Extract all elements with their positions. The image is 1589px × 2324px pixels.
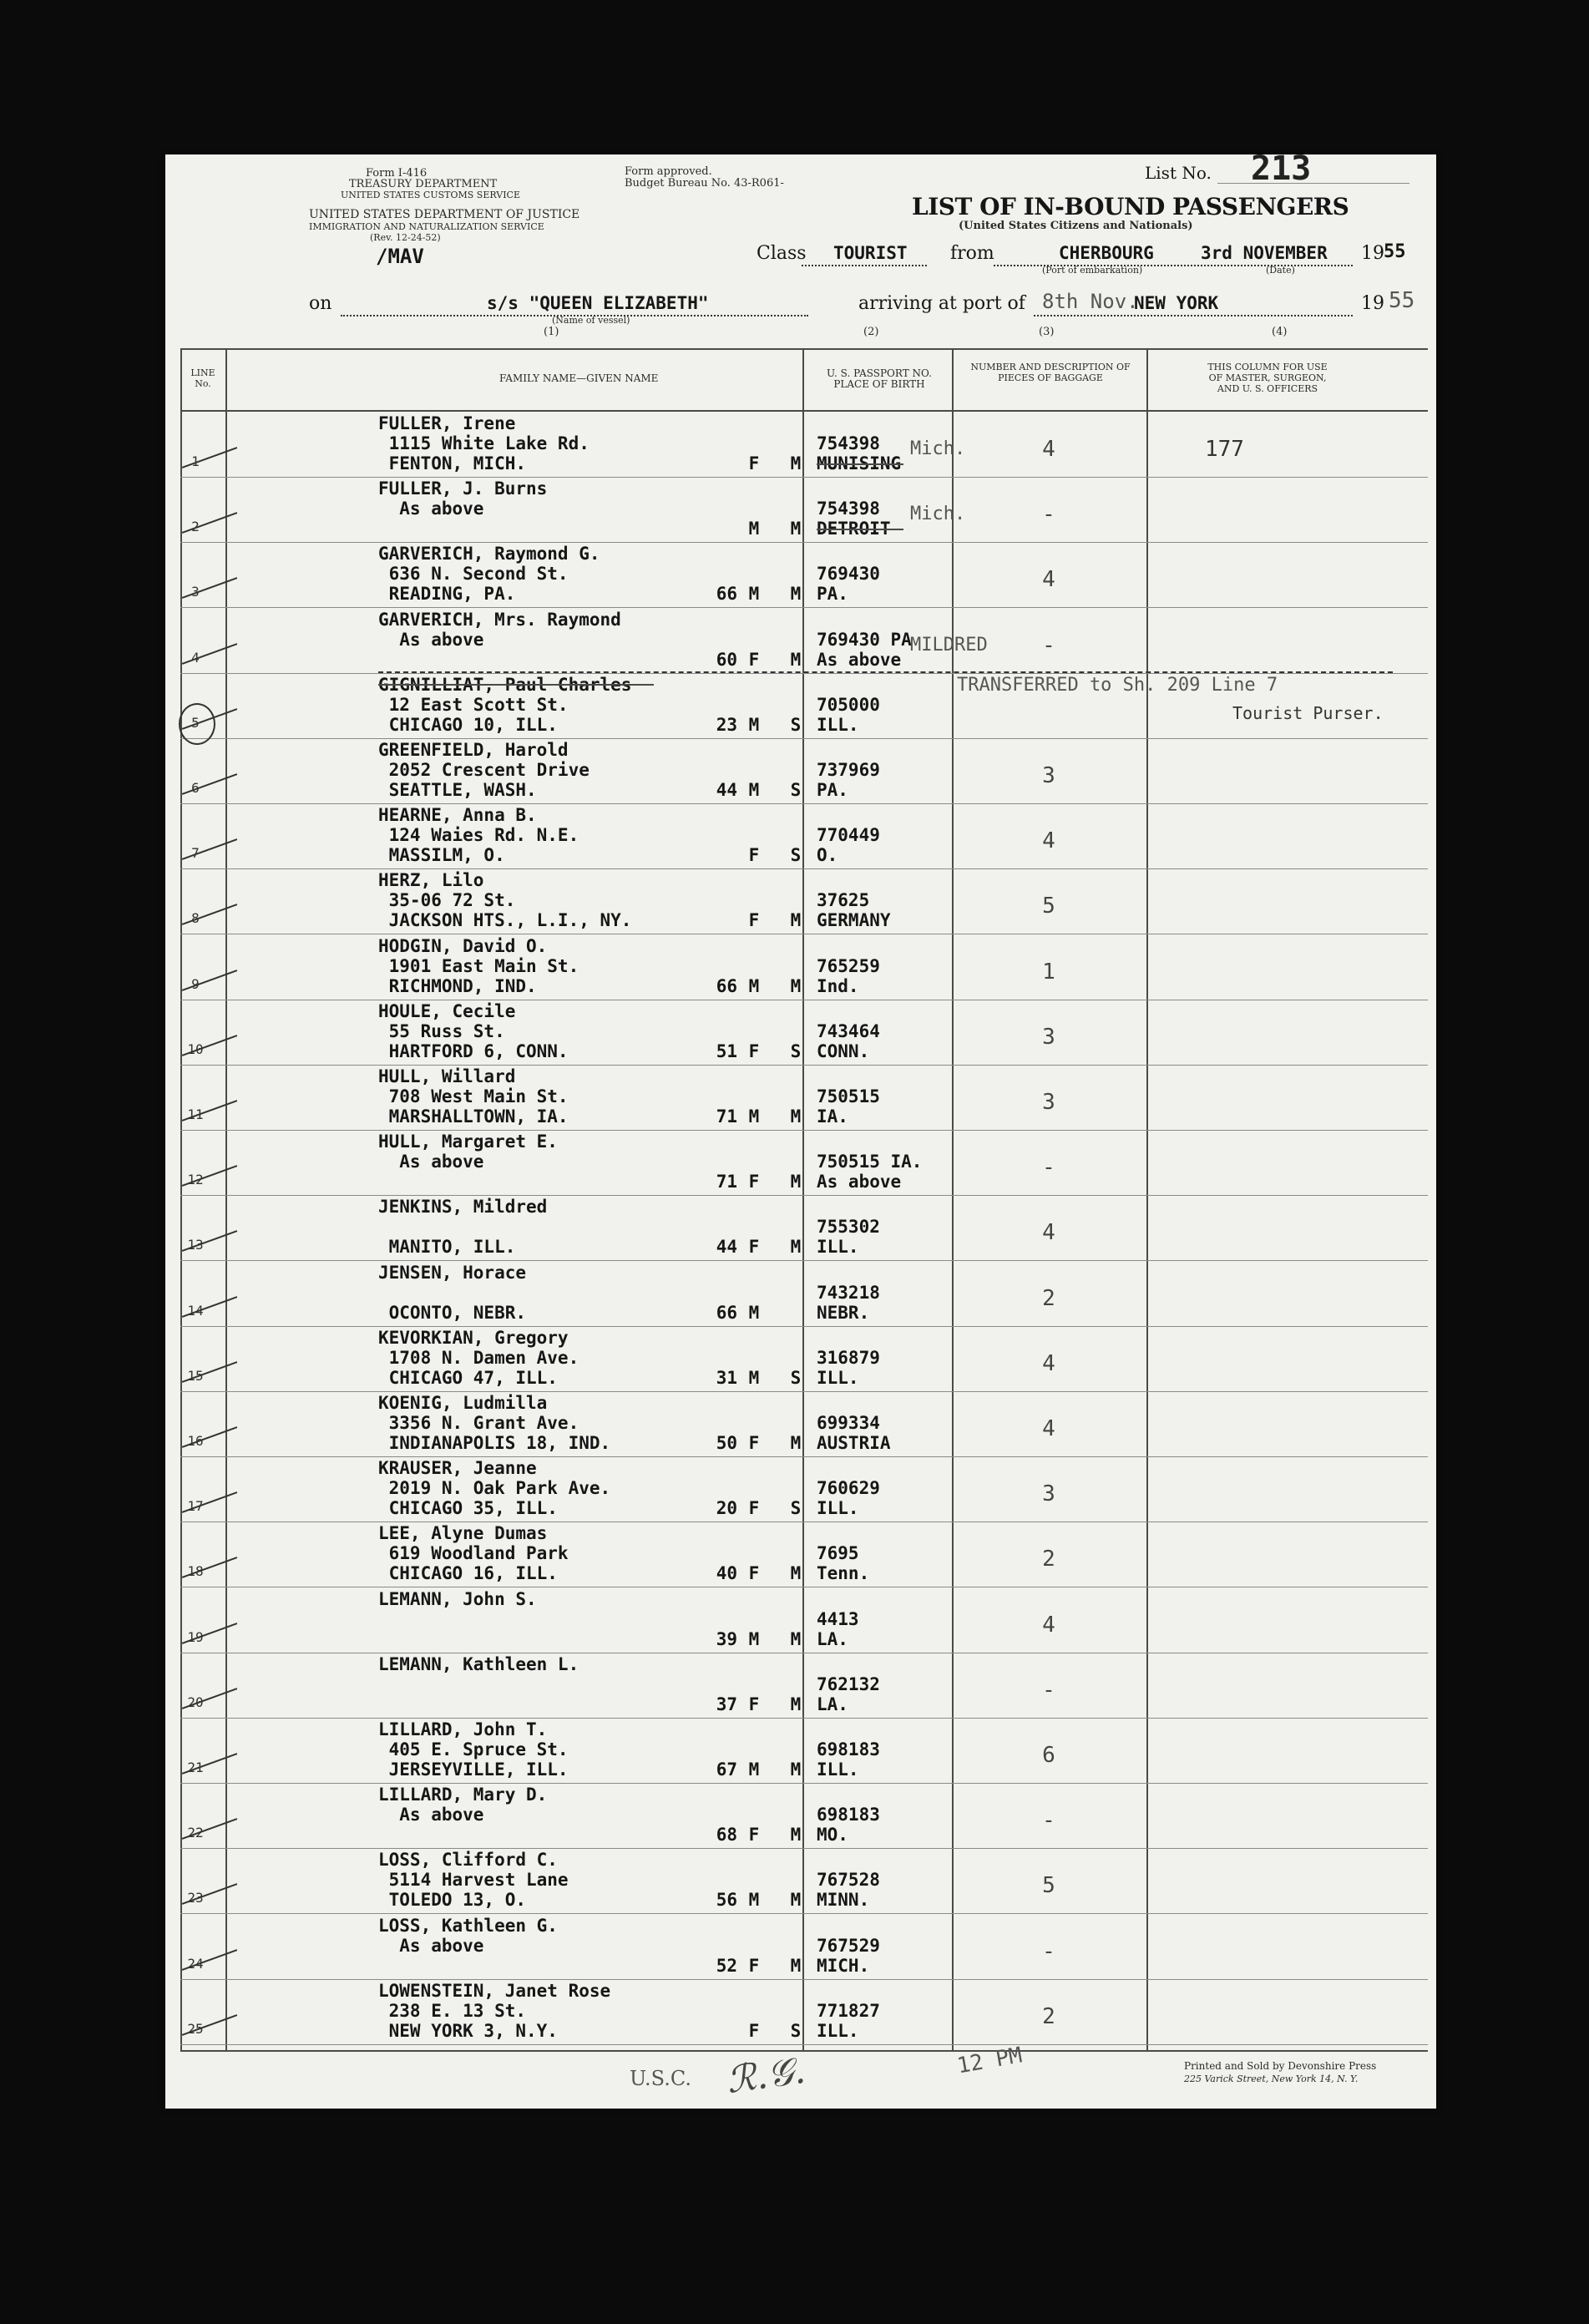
arrival-date: 8th Nov. — [1042, 290, 1139, 313]
usc-mark: U.S.C. — [630, 2067, 692, 2090]
baggage-count: 4 — [1042, 1613, 1055, 1638]
table-row — [165, 1587, 1436, 1653]
sex: F — [748, 1172, 760, 1192]
age: 37 — [716, 1694, 737, 1714]
passport-birthplace: 699334 AUSTRIA — [817, 1413, 891, 1453]
passport-birthplace: 37625 GERMANY — [817, 890, 891, 930]
passport-birthplace: 767529 MICH. — [817, 1936, 880, 1976]
marital-status: S — [790, 1498, 802, 1518]
col-num-2: (2) — [863, 326, 879, 338]
sex: F — [748, 1825, 760, 1845]
baggage-count: 2 — [1042, 2004, 1055, 2029]
col-baggage: NUMBER AND DESCRIPTION OF PIECES OF BAGGAGE — [970, 362, 1131, 383]
passport-birthplace: 760629 ILL. — [817, 1478, 880, 1518]
justice-dept: UNITED STATES DEPARTMENT OF JUSTICE — [309, 208, 580, 221]
col-num-4: (4) — [1272, 326, 1288, 338]
list-no-label: List No. — [1145, 163, 1212, 183]
passport-birthplace: 762132 LA. — [817, 1674, 880, 1714]
baggage-count: 4 — [1042, 437, 1055, 462]
sex: M — [748, 1759, 760, 1780]
col-name: FAMILY NAME—GIVEN NAME — [499, 372, 659, 384]
printer-address: 225 Varick Street, New York 14, N. Y. — [1184, 2073, 1359, 2084]
rev-date: (Rev. 12-24-52) — [370, 232, 441, 243]
sex: M — [748, 1368, 760, 1388]
sex: M — [748, 1303, 760, 1323]
baggage-count: 3 — [1042, 1090, 1055, 1115]
passport-birthplace: 737969 PA. — [817, 760, 880, 800]
line-number: 24 — [187, 1956, 204, 1972]
age: 51 — [716, 1041, 737, 1061]
passenger-name-address: HOULE, Cecile 55 Russ St. HARTFORD 6, CONN. — [378, 1001, 569, 1061]
line-number: 12 — [187, 1172, 204, 1187]
table-row — [165, 1848, 1436, 1913]
list-no-value: 213 — [1251, 149, 1312, 188]
form-number: Form I-416 — [366, 167, 428, 180]
age: 66 — [716, 584, 737, 604]
baggage-count: - — [1042, 1155, 1055, 1180]
age: 50 — [716, 1433, 737, 1453]
passenger-name-address: GREENFIELD, Harold 2052 Crescent Drive SEATTLE, WASH. — [378, 740, 590, 800]
passenger-name-address: KRAUSER, Jeanne 2019 N. Oak Park Ave. CHICAGO 35, ILL. — [378, 1458, 611, 1518]
sex: M — [748, 780, 760, 800]
sex: F — [748, 453, 760, 473]
table-row — [165, 1130, 1436, 1195]
passenger-name-address: GARVERICH, Mrs. Raymond As above — [378, 610, 621, 650]
passenger-name-address: LEE, Alyne Dumas 619 Woodland Park CHICAGO 16, ILL. — [378, 1523, 569, 1583]
marital-status: S — [790, 715, 802, 735]
line-number: 16 — [187, 1433, 204, 1449]
sex: M — [748, 976, 760, 996]
baggage-count: 2 — [1042, 1286, 1055, 1311]
passenger-name-address: LOWENSTEIN, Janet Rose 238 E. 13 St. NEW YORK 3, N.Y. — [378, 1981, 611, 2041]
table-row — [165, 1195, 1436, 1260]
passport-birthplace: 765259 Ind. — [817, 956, 880, 996]
passport-birthplace: 705000 ILL. — [817, 695, 880, 735]
line-number: 9 — [191, 976, 200, 992]
passport-birthplace: 770449 O. — [817, 825, 880, 865]
passenger-name-address: JENKINS, Mildred MANITO, ILL. — [378, 1197, 548, 1257]
age: 71 — [716, 1172, 737, 1192]
baggage-count: 4 — [1042, 828, 1055, 853]
sex: F — [748, 1041, 760, 1061]
baggage-count: - — [1042, 502, 1055, 527]
table-row — [165, 1521, 1436, 1587]
time-note: 12 PM — [954, 2043, 1025, 2079]
marital-status: M — [790, 1694, 802, 1714]
birthplace-strikethrough — [817, 463, 903, 465]
baggage-count: - — [1042, 1939, 1055, 1964]
arrival-year: 55 — [1389, 288, 1415, 313]
marital-status: M — [790, 650, 802, 670]
line-number: 3 — [191, 584, 200, 600]
customs-service: UNITED STATES CUSTOMS SERVICE — [341, 190, 520, 200]
table-row — [165, 1326, 1436, 1391]
sex: F — [748, 1237, 760, 1257]
marital-status: M — [790, 1629, 802, 1649]
manifest-page — [165, 149, 1436, 2109]
marital-status: S — [790, 1368, 802, 1388]
line-number: 23 — [187, 1890, 204, 1906]
passport-birthplace: 750515 IA. As above — [817, 1152, 923, 1192]
initials: /MAV — [376, 245, 424, 268]
transfer-dashed-rule — [378, 671, 1393, 673]
birthplace-strikethrough — [817, 529, 903, 530]
age: 40 — [716, 1563, 737, 1583]
marital-status: S — [790, 2021, 802, 2041]
sex: M — [748, 1629, 760, 1649]
vessel-name: s/s "QUEEN ELIZABETH" — [487, 293, 709, 313]
passenger-name-address: LILLARD, John T. 405 E. Spruce St. JERSEYVILLE, ILL. — [378, 1719, 569, 1780]
line-number: 5 — [191, 715, 200, 731]
passenger-name-address: HULL, Margaret E. As above — [378, 1132, 558, 1172]
passenger-name-address: FULLER, J. Burns As above — [378, 478, 548, 519]
passenger-name-address: LEMANN, John S. — [378, 1589, 537, 1609]
marital-status: M — [790, 1172, 802, 1192]
table-row — [165, 1979, 1436, 2044]
table-row — [165, 1718, 1436, 1783]
table-row — [165, 542, 1436, 607]
table-row — [165, 1914, 1436, 1979]
officer-note: 177 — [1205, 437, 1244, 462]
table-row — [165, 934, 1436, 1000]
passport-birthplace: 698183 MO. — [817, 1805, 880, 1845]
baggage-count: 3 — [1042, 1025, 1055, 1050]
printer-name: Printed and Sold by Devonshire Press — [1184, 2060, 1377, 2072]
baggage-count: 3 — [1042, 763, 1055, 788]
sex: F — [748, 1433, 760, 1453]
baggage-count: 1 — [1042, 959, 1055, 985]
passenger-name-address: LILLARD, Mary D. As above — [378, 1785, 548, 1825]
treasury-dept: TREASURY DEPARTMENT — [349, 178, 498, 190]
age: 67 — [716, 1759, 737, 1780]
sex: F — [748, 1498, 760, 1518]
baggage-count: 6 — [1042, 1743, 1055, 1768]
passenger-name-address: HULL, Willard 708 West Main St. MARSHALLTOWN, IA. — [378, 1066, 569, 1127]
marital-status: M — [790, 453, 802, 473]
line-number: 21 — [187, 1759, 204, 1775]
sex: M — [748, 715, 760, 735]
age: 68 — [716, 1825, 737, 1845]
sex: F — [748, 845, 760, 865]
baggage-count: - — [1042, 1678, 1055, 1703]
passport-birthplace: 771827 ILL. — [817, 2001, 880, 2041]
passport-birthplace: 769430 PA. — [817, 564, 880, 604]
departure-year: 55 — [1384, 241, 1406, 262]
age: 56 — [716, 1890, 737, 1910]
line-number: 8 — [191, 910, 200, 926]
baggage-count: 2 — [1042, 1547, 1055, 1572]
port-caption: (Port of embarkation) — [1042, 265, 1143, 276]
age: 60 — [716, 650, 737, 670]
table-row — [165, 868, 1436, 934]
marital-status: M — [790, 976, 802, 996]
line-number: 7 — [191, 845, 200, 861]
table-row — [165, 673, 1436, 738]
from-label: from — [950, 243, 994, 264]
sex: M — [748, 1106, 760, 1127]
class-label: Class — [757, 243, 807, 264]
sex: M — [748, 584, 760, 604]
table-row — [165, 412, 1436, 477]
passport-birthplace: 755302 ILL. — [817, 1217, 880, 1257]
arrival-rule — [1034, 315, 1353, 316]
signature: ℛ.𝒢. — [723, 2048, 808, 2103]
officer-note: Tourist Purser. — [1232, 703, 1384, 723]
col-num-3: (3) — [1039, 326, 1055, 338]
marital-status: M — [790, 1433, 802, 1453]
line-number: 14 — [187, 1303, 204, 1319]
baggage-count: 5 — [1042, 1873, 1055, 1898]
passenger-name-address: KOENIG, Ludmilla 3356 N. Grant Ave. INDIANAPOLIS 18, IND. — [378, 1393, 611, 1453]
sex: F — [748, 1694, 760, 1714]
passport-birthplace: 750515 IA. — [817, 1086, 880, 1127]
birthplace-handwritten: Mich. — [910, 504, 966, 524]
baggage-count: 4 — [1042, 567, 1055, 592]
marital-status: M — [790, 584, 802, 604]
sex: F — [748, 2021, 760, 2041]
line-number: 15 — [187, 1368, 204, 1384]
budget-bureau: Budget Bureau No. 43-R061- — [625, 177, 784, 190]
table-row — [165, 1456, 1436, 1521]
birthplace-handwritten: MILDRED — [910, 635, 988, 656]
table-row — [165, 1653, 1436, 1718]
marital-status: M — [790, 1956, 802, 1976]
date-caption: (Date) — [1266, 265, 1295, 276]
table-row — [165, 1000, 1436, 1065]
ins-service: IMMIGRATION AND NATURALIZATION SERVICE — [309, 221, 544, 232]
age: 44 — [716, 1237, 737, 1257]
on-label: on — [309, 293, 332, 314]
col-officers: THIS COLUMN FOR USE OF MASTER, SURGEON, AND U. S. OFFICERS — [1207, 362, 1328, 394]
form-title: LIST OF IN-BOUND PASSENGERS — [912, 193, 1349, 220]
line-number: 13 — [187, 1237, 204, 1253]
passport-birthplace: 4413 LA. — [817, 1609, 859, 1649]
marital-status: M — [790, 1759, 802, 1780]
passenger-name-address: JENSEN, Horace OCONTO, NEBR. — [378, 1263, 527, 1323]
passenger-name-address: FULLER, Irene 1115 White Lake Rd. FENTON, MICH. — [378, 413, 590, 473]
year-prefix: 19 — [1361, 243, 1384, 264]
passenger-name-address: HODGIN, David O. 1901 East Main St. RICHMOND, IND. — [378, 936, 579, 996]
line-number: 1 — [191, 453, 200, 469]
marital-status: M — [790, 1237, 802, 1257]
passenger-name-address: HEARNE, Anna B. 124 Waies Rd. N.E. MASSILM, O. — [378, 805, 579, 865]
line-number: 19 — [187, 1629, 204, 1645]
marital-status: M — [790, 910, 802, 930]
marital-status: M — [790, 1890, 802, 1910]
table-row — [165, 1261, 1436, 1326]
line-number: 10 — [187, 1041, 204, 1057]
baggage-count: 4 — [1042, 1220, 1055, 1245]
passport-birthplace: 743464 CONN. — [817, 1021, 880, 1061]
class-value: TOURIST — [833, 243, 908, 263]
line-number: 4 — [191, 650, 200, 666]
age: 52 — [716, 1956, 737, 1976]
passenger-name-address: GIGNILLIAT, Paul Charles 12 East Scott St. CHICAGO 10, ILL. — [378, 675, 632, 735]
list-no-rule — [1217, 183, 1409, 184]
sex: M — [748, 519, 760, 539]
baggage-count: 5 — [1042, 894, 1055, 919]
passport-birthplace: 769430 PA As above — [817, 630, 912, 670]
marital-status: M — [790, 1825, 802, 1845]
departure-date: 3rd NOVEMBER — [1201, 243, 1328, 263]
line-number: 20 — [187, 1694, 204, 1710]
sex: F — [748, 1563, 760, 1583]
passport-birthplace: 767528 MINN. — [817, 1870, 880, 1910]
table-row — [165, 1065, 1436, 1130]
passport-birthplace: 743218 NEBR. — [817, 1283, 880, 1323]
baggage-count: - — [1042, 1808, 1055, 1833]
line-number: 18 — [187, 1563, 204, 1579]
passenger-name-address: LEMANN, Kathleen L. — [378, 1654, 579, 1674]
form-subtitle: (United States Citizens and Nationals) — [959, 220, 1193, 232]
embarkation-port: CHERBOURG — [1059, 243, 1154, 263]
passenger-name-address: HERZ, Lilo 35-06 72 St. JACKSON HTS., L.I., NY. — [378, 870, 632, 930]
passport-birthplace: 754398 MUNISING — [817, 433, 902, 473]
vessel-caption: (Name of vessel) — [552, 315, 630, 326]
age: 23 — [716, 715, 737, 735]
from-rule — [994, 265, 1353, 266]
baggage-count: 4 — [1042, 1351, 1055, 1376]
form-approved: Form approved. — [625, 165, 712, 178]
table-row — [165, 477, 1436, 542]
age: 20 — [716, 1498, 737, 1518]
passport-birthplace: 698183 ILL. — [817, 1739, 880, 1780]
baggage-count: 3 — [1042, 1481, 1055, 1506]
passenger-name-address: LOSS, Clifford C. 5114 Harvest Lane TOLEDO 13, O. — [378, 1850, 569, 1910]
table-row — [165, 1783, 1436, 1848]
age: 39 — [716, 1629, 737, 1649]
sex: F — [748, 910, 760, 930]
line-number: 11 — [187, 1106, 204, 1122]
table-row — [165, 608, 1436, 673]
line-number: 25 — [187, 2021, 204, 2037]
passport-birthplace: 754398 DETROIT — [817, 499, 891, 539]
arriving-label: arriving at port of — [858, 293, 1025, 314]
col-num-1: (1) — [544, 326, 559, 338]
col-passport: U. S. PASSPORT NO. PLACE OF BIRTH — [827, 367, 932, 390]
baggage-count: - — [1042, 633, 1055, 658]
marital-status: M — [790, 519, 802, 539]
line-number: 22 — [187, 1825, 204, 1840]
passenger-name-address: LOSS, Kathleen G. As above — [378, 1916, 558, 1956]
baggage-count: 4 — [1042, 1416, 1055, 1441]
passenger-name-address: KEVORKIAN, Gregory 1708 N. Damen Ave. CHICAGO 47, ILL. — [378, 1328, 579, 1388]
birthplace-handwritten: Mich. — [910, 438, 966, 459]
passport-birthplace: 316879 ILL. — [817, 1348, 880, 1388]
age: 44 — [716, 780, 737, 800]
marital-status: S — [790, 1041, 802, 1061]
vessel-rule — [341, 315, 808, 316]
passport-birthplace: 7695 Tenn. — [817, 1543, 870, 1583]
line-number: 17 — [187, 1498, 204, 1514]
marital-status: S — [790, 780, 802, 800]
age: 31 — [716, 1368, 737, 1388]
name-strikethrough — [378, 684, 654, 686]
passenger-name-address: GARVERICH, Raymond G. 636 N. Second St. READING, PA. — [378, 544, 600, 604]
table-row — [165, 1391, 1436, 1456]
marital-status: M — [790, 1563, 802, 1583]
sex: M — [748, 1890, 760, 1910]
arrival-year-prefix: 19 — [1361, 293, 1384, 314]
age: 66 — [716, 1303, 737, 1323]
row-rule — [180, 2044, 1428, 2045]
age: 66 — [716, 976, 737, 996]
line-number: 2 — [191, 519, 200, 534]
class-rule — [802, 265, 927, 266]
table-row — [165, 803, 1436, 868]
table-bottom-rule — [180, 2050, 1428, 2052]
marital-status: M — [790, 1106, 802, 1127]
col-line-no: LINE No. — [190, 367, 215, 389]
table-top-rule — [180, 348, 1428, 350]
table-row — [165, 738, 1436, 803]
marital-status: S — [790, 845, 802, 865]
baggage-count: TRANSFERRED to Sh. 209 Line 7 — [957, 675, 1278, 696]
line-number: 6 — [191, 780, 200, 796]
arrival-port: NEW YORK — [1134, 293, 1219, 313]
age: 71 — [716, 1106, 737, 1127]
sex: F — [748, 650, 760, 670]
sex: F — [748, 1956, 760, 1976]
